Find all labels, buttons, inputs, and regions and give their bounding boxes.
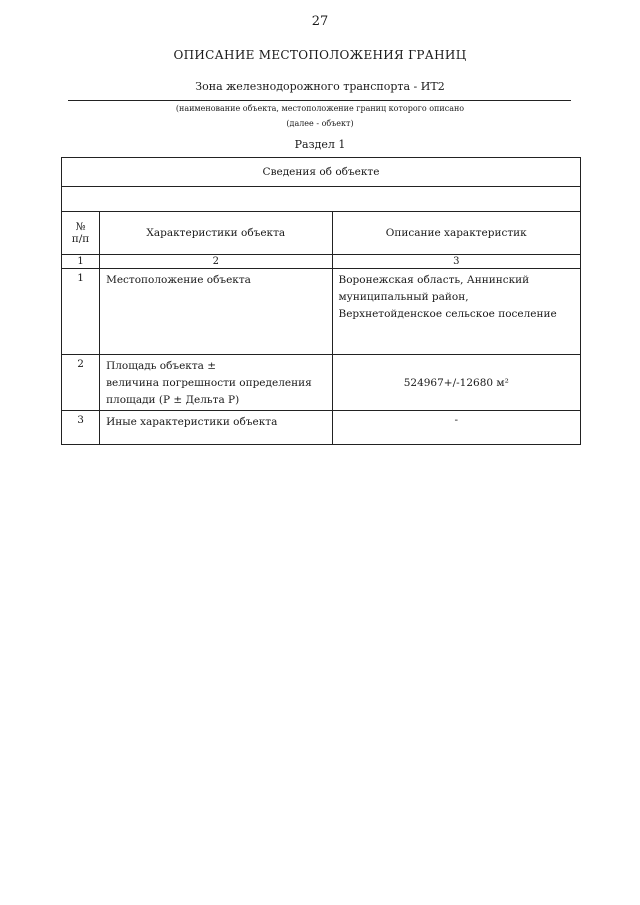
row-description: - xyxy=(332,411,581,445)
description-line: муниципальный район, xyxy=(338,291,469,303)
row-number: 1 xyxy=(62,269,100,355)
table-header-row xyxy=(62,212,581,255)
column-index: 1 xyxy=(62,255,100,269)
header-description: Описание характеристик xyxy=(332,212,581,255)
object-name-underline xyxy=(68,100,571,101)
row-characteristic: Местоположение объекта xyxy=(100,269,332,355)
column-index: 2 xyxy=(100,255,332,269)
header-characteristics: Характеристики объекта xyxy=(100,212,332,255)
object-name-caption: (наименование объекта, местоположение границ которого описано xyxy=(175,104,465,113)
object-name-caption-continued: (далее - объект) xyxy=(286,119,354,128)
row-description: 524967+/-12680 м² xyxy=(332,355,581,411)
description-line: Верхнетойденское сельское поселение xyxy=(338,308,557,320)
characteristic-line: площади (Р ± Дельта Р) xyxy=(106,394,240,406)
column-index-row xyxy=(62,255,581,269)
header-number-label: п/п xyxy=(71,233,90,245)
row-number: 2 xyxy=(62,355,100,411)
table-title: Сведения об объекте xyxy=(62,158,581,187)
page-number: 27 xyxy=(311,14,329,29)
section-title: Раздел 1 xyxy=(294,138,346,151)
row-characteristic xyxy=(100,355,332,411)
row-description xyxy=(332,269,581,355)
characteristic-line: Площадь объекта ± xyxy=(106,360,217,372)
table-title-row xyxy=(62,158,581,187)
header-number xyxy=(62,212,100,255)
header-number-sign: № xyxy=(75,221,86,233)
object-name: Зона железнодорожного транспорта - ИТ2 xyxy=(195,80,445,93)
description-line: Воронежская область, Аннинский xyxy=(338,274,530,286)
table-row xyxy=(62,269,581,355)
row-characteristic: Иные характеристики объекта xyxy=(100,411,332,445)
table-row xyxy=(62,411,581,445)
table-row xyxy=(62,355,581,411)
table-empty-row xyxy=(62,187,581,212)
object-info-table xyxy=(61,157,581,445)
row-number: 3 xyxy=(62,411,100,445)
empty-cell xyxy=(62,187,581,212)
characteristic-line: величина погрешности определения xyxy=(106,377,312,389)
column-index: 3 xyxy=(332,255,581,269)
document-title: ОПИСАНИЕ МЕСТОПОЛОЖЕНИЯ ГРАНИЦ xyxy=(173,48,467,62)
